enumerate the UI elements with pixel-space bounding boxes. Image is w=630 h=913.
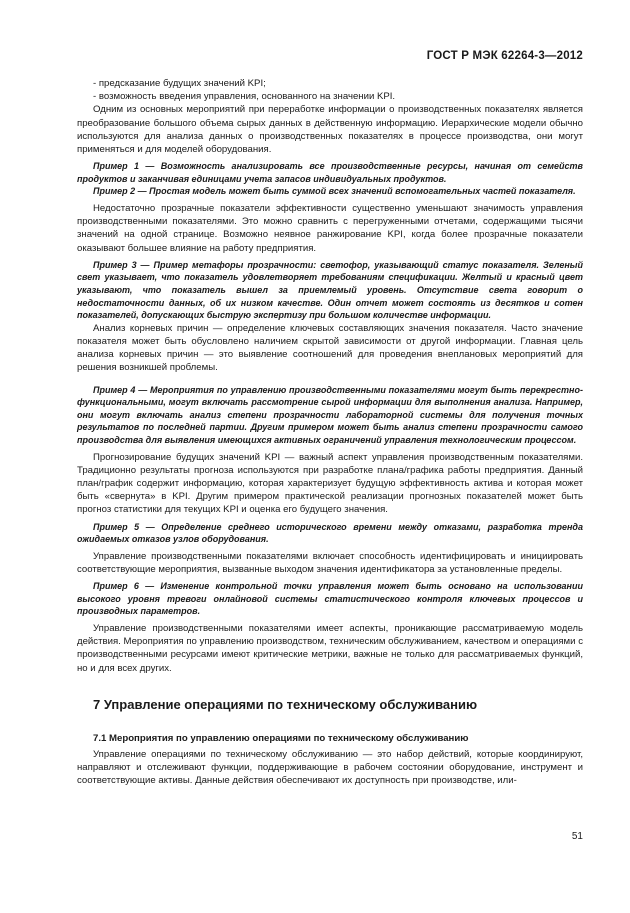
page-number: 51 — [571, 831, 583, 842]
list-item: - предсказание будущих значений KPI; — [93, 78, 266, 89]
example-5: Пример 5 — Определение среднего исторического времени между отказами, разработка тренда ожидаемых отказов узлов оборудования. — [77, 521, 583, 545]
example-2: Пример 2 — Простая модель может быть суммой всех значений вспомогательных частей показателя. — [93, 186, 576, 197]
example-3: Пример 3 — Пример метафоры прозрачности: светофор, указывающий статус показателя. Зеленый свет указывает, что показатель удовлетворяет требованиям спецификации. Желтый и красный цвет указывают, что показатель вышел за приемлемый уровень. Отсутствие света говорит о недостаточности данных, об их низком качестве. Один отчет может состоять из десятков и сотен показателей, допускающих быструю экспертизу при большом количестве информации. — [77, 259, 583, 321]
paragraph: Управление операциями по техническому обслуживанию — это набор действий, которые координируют, направляют и отслеживают функции, поддерживающие в рабочем состоянии оборудование, инструмент и соответствующие активы. Данные действия обеспечивают их доступность при производстве, или- — [77, 748, 583, 787]
paragraph: Прогнозирование будущих значений KPI — важный аспект управления производственным показателями. Традиционно результаты прогноза используются при разработке плана/графика работы предприятия. Данный план/график содержит информацию, которая характеризует будущую эффективность актива и которая может быть «свернута» в KPI. Другим примером практической реализации прогнозных показателей может быть прогноз статистики для текущих KPI и оценка его будущего значения. — [77, 451, 583, 516]
example-4: Пример 4 — Мероприятия по управлению производственными показателями могут быть перекрестно-функциональными, могут включать рассмотрение сырой информации для выполнения анализа. Например, они могут включать анализ степени прозрачности лабораторной системы для получения точных результатов по последней партии. Другим примером может быть анализ степени прозрачности самого производства для выявления имеющихся активных ограничений управления технологическим процессом. — [77, 384, 583, 445]
page-content — [77, 77, 583, 787]
section-heading: 7 Управление операциями по техническому обслуживанию — [93, 696, 478, 712]
paragraph: Одним из основных мероприятий при переработке информации о производственных показателях является преобразование большого объема сырых данных в действенную информацию. Иерархические модели обычно используются для анализа данных о производственных показателях в процессе производства, они могут применяться и для моделей оборудования. — [77, 104, 583, 156]
paragraph: Анализ корневых причин — определение ключевых составляющих значения показателя. Часто значение показателя может быть обусловлено наличием скрытой зависимости от другой информации. Главная цель анализа корневых причин — это выявление соотношений для проведения внеплановых мероприятий для решения возникшей проблемы. — [77, 322, 583, 374]
paragraph: Управление производственными показателями имеет аспекты, проникающие рассматриваемую модель действия. Мероприятия по управлению производством, техническим обслуживанием, качеством и операциями с производственными ресурсами имеют критические метрики, важные не только для рассматриваемых функций, но и для всех других. — [77, 622, 583, 674]
example-1: Пример 1 — Возможность анализировать все производственные ресурсы, начиная от семейств продуктов и заканчивая единицами учета запасов индивидуальных продуктов. — [77, 161, 583, 184]
paragraph: Недостаточно прозрачные показатели эффективности существенно уменьшают значимость управления производственными показателями. Это можно сравнить с перегруженными отчетами, содержащими тысячи значений на одной странице. Возможно неявное ранжирование KPI, когда более прозрачные показатели оказывают большее влияние на работу предприятия. — [77, 203, 583, 254]
paragraph: Управление производственными показателями включает способность идентифицировать и инициировать соответствующие мероприятия, вызванные выходом значения идентификатора за установленные пределы. — [77, 550, 583, 575]
subsection-heading: 7.1 Мероприятия по управлению операциями по техническому обслуживанию — [93, 732, 469, 744]
standard-header: ГОСТ Р МЭК 62264-3—2012 — [426, 50, 583, 62]
list-item: - возможность введения управления, основанного на значении KPI. — [93, 91, 396, 103]
example-6: Пример 6 — Изменение контрольной точки управления может быть основано на использовании высокого уровня тревоги онлайновой системы статистического контроля ключевых процессов и производных параметров. — [77, 581, 583, 617]
